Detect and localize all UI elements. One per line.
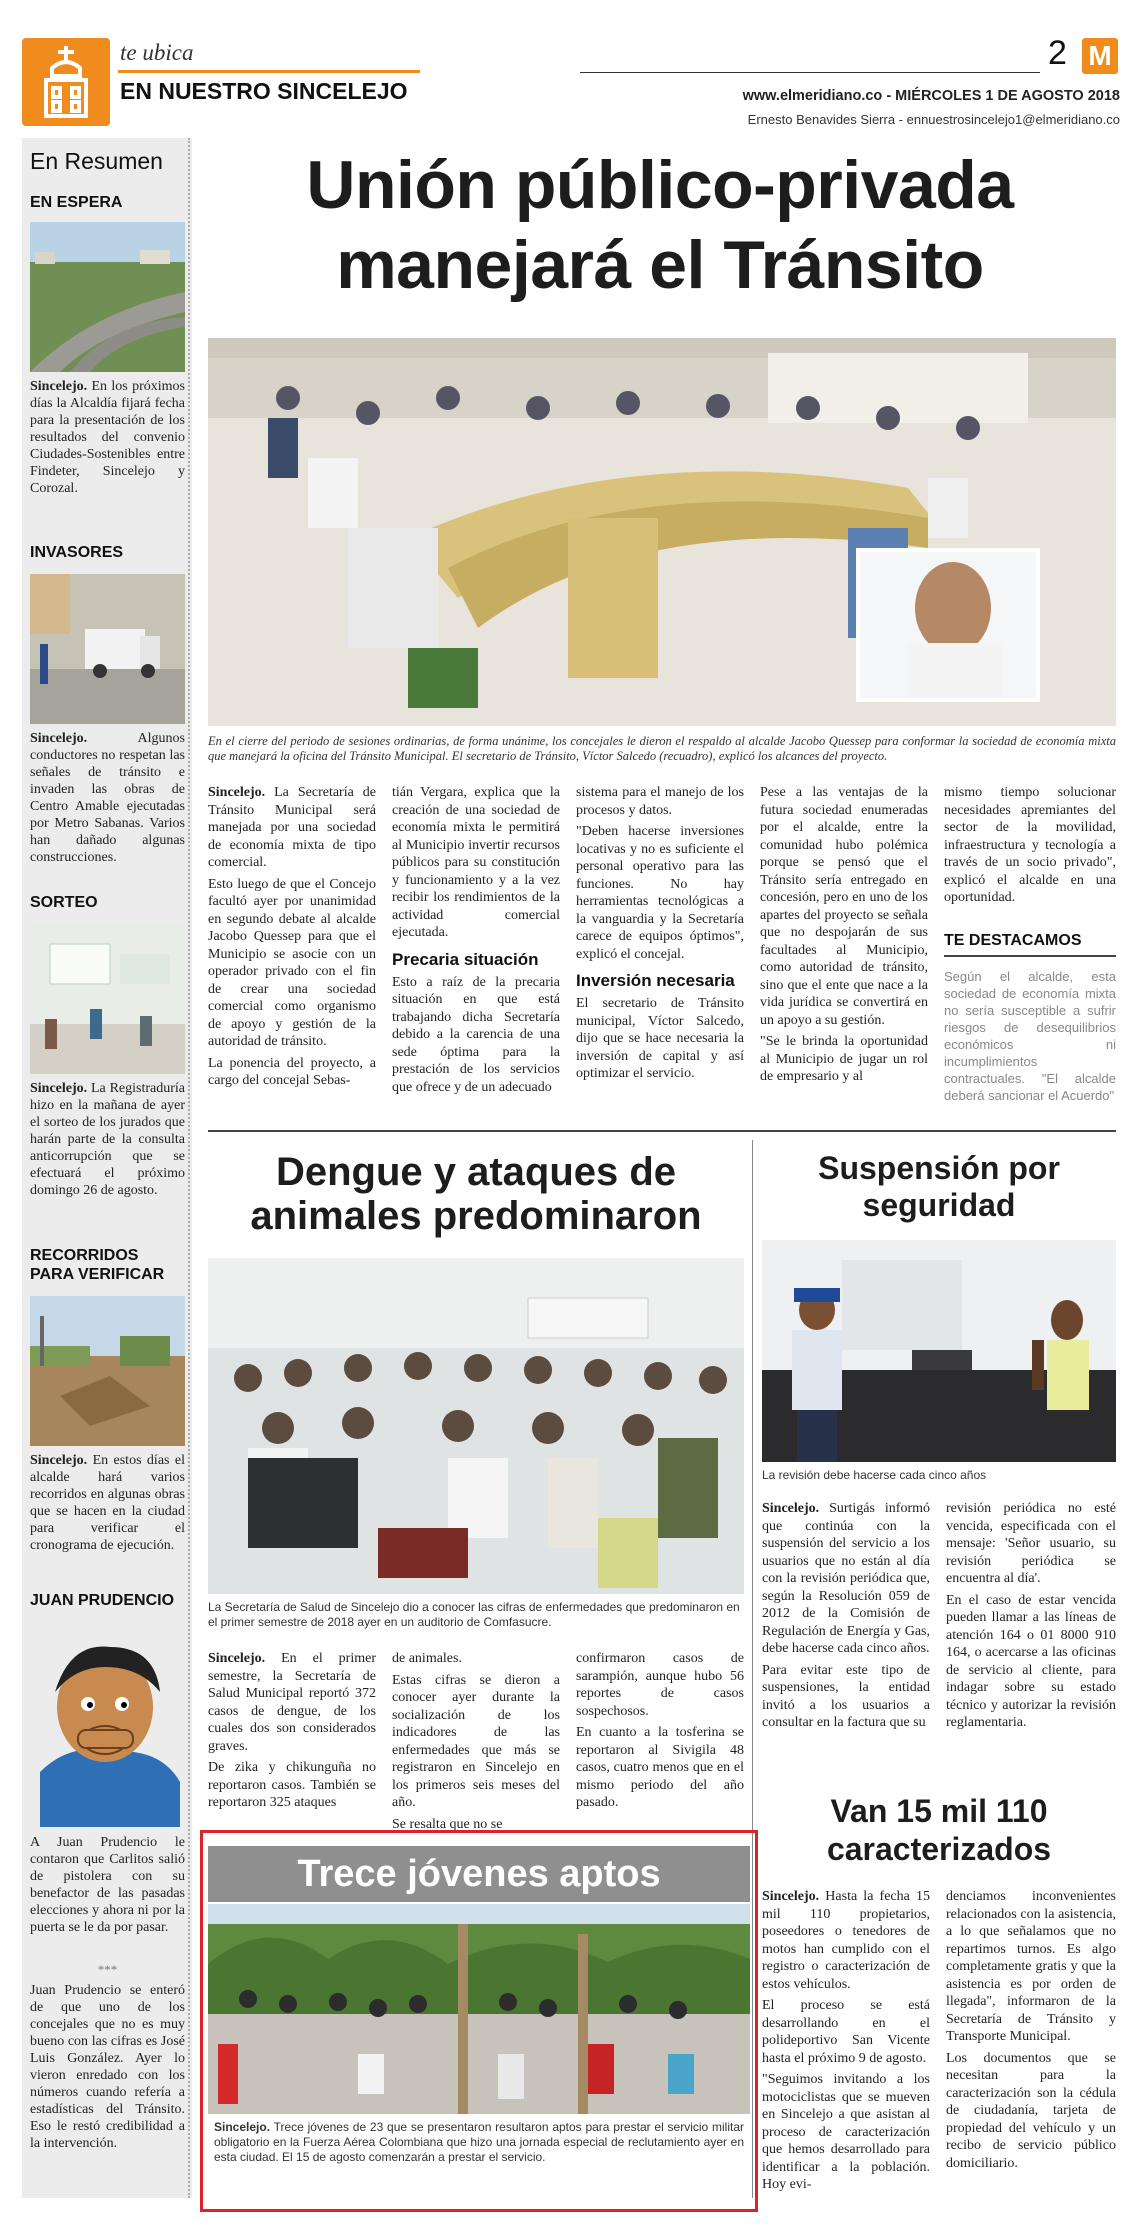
subhead-precaria: Precaria situación	[392, 949, 539, 969]
page-number: 2	[1048, 34, 1067, 72]
sidebar-item-text: Sincelejo. En los próximos días la Alcaldía fijará fecha para la presentación de los resultados del convenio Ciudades-Sostenibles entre Findeter, Sincelejo y Corozal.	[30, 379, 185, 496]
sidebar-item-title: SORTEO	[30, 894, 98, 911]
sidebar-photo-truck	[30, 574, 185, 724]
destacamos-title: TE DESTACAMOS	[944, 932, 1082, 949]
dengue-photo-caption: La Secretaría de Salud de Sincelejo dio a conocer las cifras de enfermedades que predominaron en el primer semestre de 2018 ayer en un auditorio de Comfasucre.	[208, 1600, 740, 1629]
main-headline-line-1: Unión público-privada	[306, 147, 1014, 223]
dengue-col-3: confirmaron casos de sarampión, aunque hubo 56 reportes de casos sospechosos. En cuanto a la tosferina se reportaron al Sivigila 48 casos, cuatro menos que en el mismo periodo del año pasado.	[576, 1651, 744, 1810]
van15-col-1: Sincelejo. Hasta la fecha 15 mil 110 propietarios, poseedores o tenedores de motos han cumplido con el registro o caracterización de estos vehículos. El proceso se está desarrollando en el polideportivo San Vicente hasta el próximo 9 de agosto. "Seguimos invitando a los motociclistas que se mueven en Sincelejo a que asistan al proceso de caracterización que hemos desarrollado para identificar a la población. Hoy evi-	[762, 1889, 930, 2192]
sidebar-dotted-border	[188, 138, 190, 2198]
van15-headline	[762, 1792, 1116, 1868]
suspension-headline	[762, 1150, 1116, 1224]
juan-prudencio-title: JUAN PRUDENCIO	[30, 1592, 175, 1609]
header-top-rule	[580, 72, 1040, 73]
sidebar-item-text: Sincelejo. La Registraduría hizo en la mañana de ayer el sorteo de los jurados que harán parte de la consulta anticorrupción que se efectuará el próximo domingo 26 de agosto.	[30, 1081, 185, 1198]
sidebar-photo-office	[30, 924, 185, 1074]
main-photo-council-session	[208, 338, 1116, 726]
trece-photo-recruits	[208, 1904, 750, 2114]
van15-headline-line-2: caracterizados	[826, 1831, 1052, 1867]
sidebar-item-text: Sincelejo. Algunos conductores no respetan las señales de tránsito e invaden las obras de Centro Amable ejecutadas por Metro Sabanas. Varios han dañado algunas construcciones.	[30, 731, 185, 865]
section-big-title: EN NUESTRO SINCELEJO	[120, 78, 408, 104]
section-divider-horizontal	[208, 1130, 1116, 1132]
dengue-headline-line-2: animales predominaron	[250, 1194, 702, 1238]
main-headline-line-2: manejará el Tránsito	[336, 227, 984, 303]
main-photo-caption: En el cierre del periodo de sesiones ordinarias, de forma unánime, los concejales le dieron el respaldo al alcalde Jacobo Quessep para conformar la sociedad de economía mixta que manejará la oficina del Tránsito Municipal. El secretario de Tránsito, Víctor Salcedo (recuadro), explicó los alcances del proyecto.	[208, 734, 1116, 763]
section-small-title: te ubica	[120, 40, 194, 65]
header-orange-rule	[118, 70, 420, 73]
sidebar-item-title: RECORRIDOS PARA VERIFICAR	[30, 1247, 165, 1283]
juan-prudencio-separator: ***	[97, 1962, 118, 1977]
sidebar-photo-highway	[30, 222, 185, 372]
van15-col-2: denciamos inconvenientes relacionados con la asistencia, a lo que señalamos que no repartimos turnos. Es algo completamente gratis y que la asistencia es por orden de llegada", informaron de la Secretaría de Tránsito y Transporte Municipal. Los documentos que se necesitan para la caracterización son la cédula de ciudadanía, tarjeta de propiedad del vehículo y un recibo de servicio público domiciliario.	[946, 1889, 1116, 2171]
juan-prudencio-cartoon	[30, 1622, 185, 1827]
subhead-inversion: Inversión necesaria	[576, 971, 735, 990]
main-headline	[200, 145, 1120, 305]
main-col-2: tián Vergara, explica que la creación de una sociedad de economía mixta le permitirá al Municipio invertir recursos públicos para su constitución y funcionamiento y a la vez recibir los rendimientos de la actividad comercial ejecutada. Precaria situación Esto a raíz de la precaria situación en que está trabajando dicha Secretaría debido a la carencia de una sede óptima para la prestación de los servicios que ofrece y de un adecuado	[392, 785, 560, 1095]
destacamos-text: Según el alcalde, esta sociedad de economía mixta no sería susceptible a sufrir riesgos de desequilibrios económicos ni incumplimientos contractuales. "El alcalde deberá sancionar el Acuerdo"	[944, 969, 1116, 1103]
suspension-photo-caption: La revisión debe hacerse cada cinco años	[762, 1468, 987, 1482]
dengue-photo-auditorium	[208, 1258, 744, 1594]
sidebar-heading: En Resumen	[30, 148, 163, 174]
trece-headline: Trece jóvenes aptos	[208, 1846, 750, 1902]
trece-caption: Sincelejo. Trece jóvenes de 23 que se presentaron resultaron aptos para prestar el servicio militar obligatorio en la Fuerza Aérea Colombiana que hizo una jornada especial de reclutamiento ayer en esta ciudad. El 15 de agosto comenzarán a prestar el servicio.	[214, 2120, 744, 2164]
dengue-col-1: Sincelejo. En el primer semestre, la Secretaría de Salud Municipal reportó 372 casos de dengue, de los cuales dos son considerados graves. De zika y chikunguña no reportaron casos. También se reportaron 325 ataques	[208, 1651, 376, 1810]
destacamos-rule	[944, 955, 1116, 957]
juan-prudencio-text-2: Juan Prudencio se enteró de que uno de los concejales que no es muy bueno con las cifras es José Luis González. Ayer lo vieron enredado con los números cuando refería a estadísticas del Tránsito. Eso le restó credibilidad a la intervención.	[30, 1983, 185, 2151]
author-line: Ernesto Benavides Sierra - ennuestrosincelejo1@elmeridiano.co	[747, 112, 1120, 127]
dengue-col-2: de animales. Estas cifras se dieron a conocer ayer durante la socialización de los indicadores de las enfermedades que más se registraron en Sincelejo en los primeros seis meses del año. Se resalta que no se	[392, 1651, 560, 1832]
newspaper-logo: M	[1082, 38, 1118, 74]
sidebar-photo-construction	[30, 1296, 185, 1446]
sidebar-item-title: EN ESPERA	[30, 194, 123, 211]
suspension-col-1: Sincelejo. Surtigás informó que continúa con la suspensión del servicio a los usuarios que no están al día con la revisión periódica que, según la Resolución 059 de 2012 de la Comisión de Regulación de Energía y Gas, debe hacerse cada cinco años. Para evitar este tipo de suspensiones, la entidad invitó a los usuarios a consultar en la factura que su	[762, 1501, 930, 1730]
main-col-4: Pese a las ventajas de la futura sociedad enumeradas por el alcalde, entre la comunidad hubo polémica porque se pensó que el Tránsito sería entregado en concesión, pero en uno de los apartes del proyecto se señala que no despojarán de sus facultades al Municipio, como autoridad de tránsito, sino que el ente que nace a la vida jurídica se convertirá en un apoyo a su gestión. "Se le brinda la oportunidad al Municipio de jugar un rol de empresario y al	[760, 785, 928, 1084]
main-col-3: sistema para el manejo de los procesos y datos. "Deben hacerse inversiones locativas y no es suficiente el personal operativo para las funciones. No hay herramientas tecnológicas a la vanguardia y la Secretaría carece de equipos óptimos", explicó el concejal. Inversión necesaria El secretario de Tránsito municipal, Víctor Salcedo, dijo que se hace necesaria la inversión de capital y así optimizar el servicio.	[576, 785, 744, 1081]
section-logo	[22, 38, 110, 126]
suspension-headline-line-2: seguridad	[862, 1187, 1016, 1223]
dengue-headline-line-1: Dengue y ataques de	[275, 1150, 677, 1194]
suspension-headline-line-1: Suspensión por	[818, 1150, 1060, 1186]
suspension-col-2: revisión periódica no esté vencida, especificada con el mensaje: 'Señor usuario, su revisión periódica se encuentra al día'. En el caso de estar vencida pueden llamar a las líneas de atención 164 o 01 8000 910 164, o acercarse a las oficinas de servicio al cliente, para indagar sobre su estado técnico y autorizar la revisión reglamentaria.	[946, 1501, 1116, 1730]
site-and-date: www.elmeridiano.co - MIÉRCOLES 1 DE AGOSTO 2018	[742, 88, 1120, 104]
sidebar-item-title: INVASORES	[30, 544, 124, 561]
main-col-1: Sincelejo. La Secretaría de Tránsito Municipal será manejada por una sociedad de economía mixta de tipo comercial. Esto luego de que el Concejo facultó ayer por unanimidad en segundo debate al alcalde Jacobo Quessep para que el Municipio se asocie con un operador privado con el fin de crear una sociedad comercial como organismo de apoyo y gestión de la autoridad de tránsito. La ponencia del proyecto, a cargo del concejal Sebas-	[208, 785, 376, 1088]
van15-headline-line-1: Van 15 mil 110	[830, 1793, 1048, 1829]
suspension-photo-kitchen	[762, 1240, 1116, 1462]
sidebar-item-text: Sincelejo. En estos días el alcalde hará varios recorridos en algunas obras que se hacen en la ciudad para verificar el cronograma de ejecución.	[30, 1453, 185, 1553]
juan-prudencio-text-1: A Juan Prudencio le contaron que Carlitos salió de pistolera con su benefactor de las pasadas elecciones y ahora ni por la puerta se le da por pasar.	[30, 1835, 185, 1935]
main-col-5: mismo tiempo solucionar necesidades apremiantes del sector de la movilidad, infraestructura y tecnología a través de un socio privado", explicó el alcalde en una oportunidad.	[944, 785, 1116, 905]
dengue-headline	[208, 1150, 744, 1238]
church-icon	[22, 38, 110, 126]
